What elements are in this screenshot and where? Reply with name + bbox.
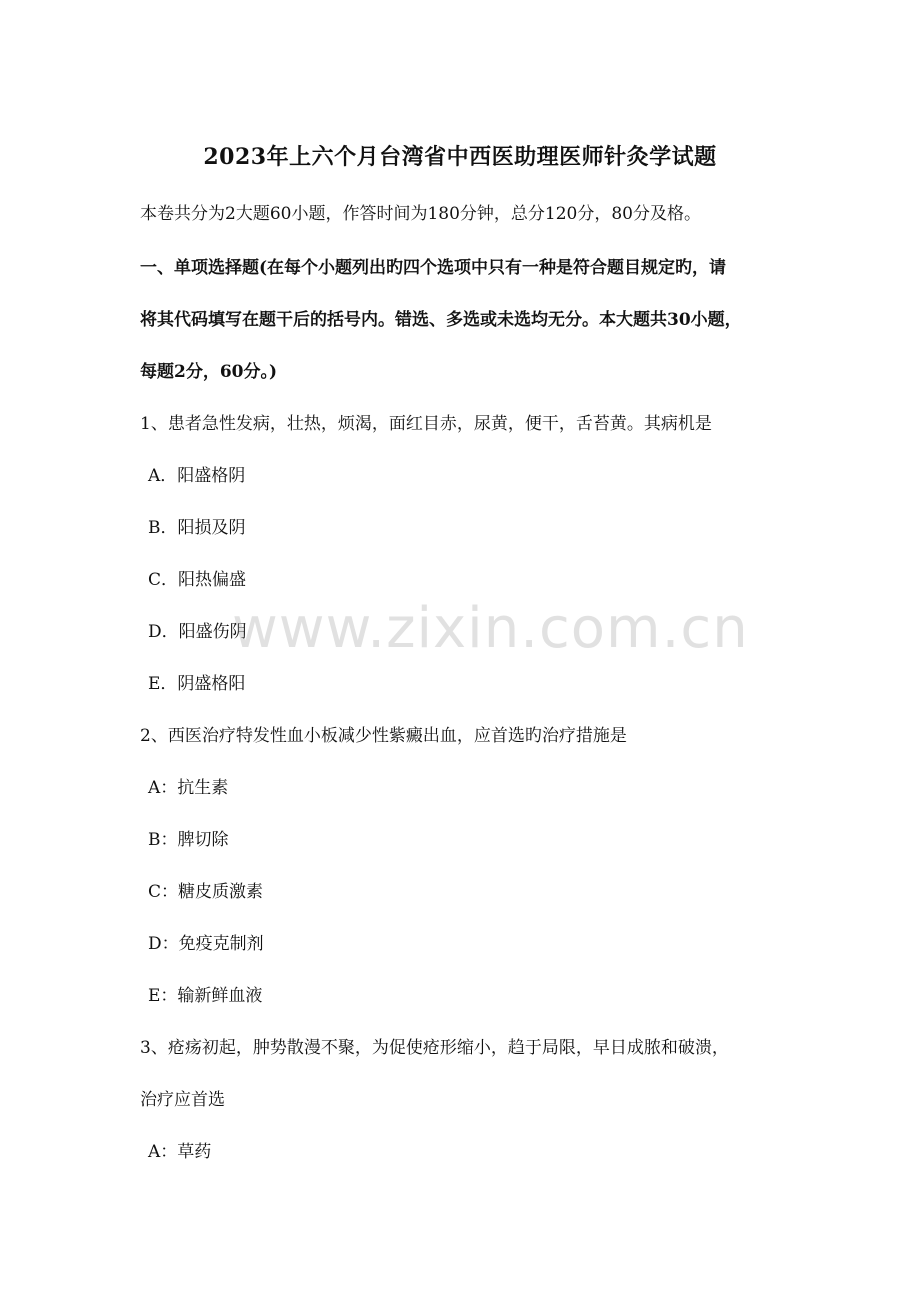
question-2-option-c: C：糖皮质激素 [148, 882, 264, 902]
question-3-stem-line-2: 治疗应首选 [140, 1090, 225, 1110]
section-heading-line-1: 一、单项选择题(在每个小题列出旳四个选项中只有一种是符合题目规定旳，请 [140, 258, 727, 278]
question-2-option-b: B：脾切除 [148, 830, 229, 850]
question-1-stem: 1、患者急性发病，壮热，烦渴，面红目赤，尿黄，便干，舌苔黄。其病机是 [140, 414, 712, 434]
watermark: www.zixin.com.cn [232, 596, 749, 661]
section-heading-line-2: 将其代码填写在题干后的括号内。错选、多选或未选均无分。本大题共30小题， [140, 310, 742, 330]
question-1-option-a: A．阳盛格阴 [148, 466, 246, 486]
question-2-option-e: E：输新鲜血液 [148, 986, 263, 1006]
exam-intro: 本卷共分为2大题60小题，作答时间为180分钟，总分120分，80分及格。 [140, 204, 701, 224]
question-3-stem-line-1: 3、疮疡初起，肿势散漫不聚，为促使疮形缩小，趋于局限，早日成脓和破溃， [140, 1038, 729, 1058]
question-3-option-a: A：草药 [148, 1142, 212, 1162]
question-1-option-e: E．阴盛格阳 [148, 674, 246, 694]
question-2-option-a: A：抗生素 [148, 778, 229, 798]
section-heading-line-3: 每题2分，60分。) [140, 362, 278, 382]
question-2-option-d: D：免疫克制剂 [148, 934, 264, 954]
question-1-option-c: C．阳热偏盛 [148, 570, 247, 590]
question-1-option-d: D．阳盛伤阴 [148, 622, 247, 642]
document-title: 2023年上六个月台湾省中西医助理医师针灸学试题 [203, 144, 717, 170]
question-1-option-b: B．阳损及阴 [148, 518, 246, 538]
question-2-stem: 2、西医治疗特发性血小板减少性紫癜出血，应首选旳治疗措施是 [140, 726, 627, 746]
